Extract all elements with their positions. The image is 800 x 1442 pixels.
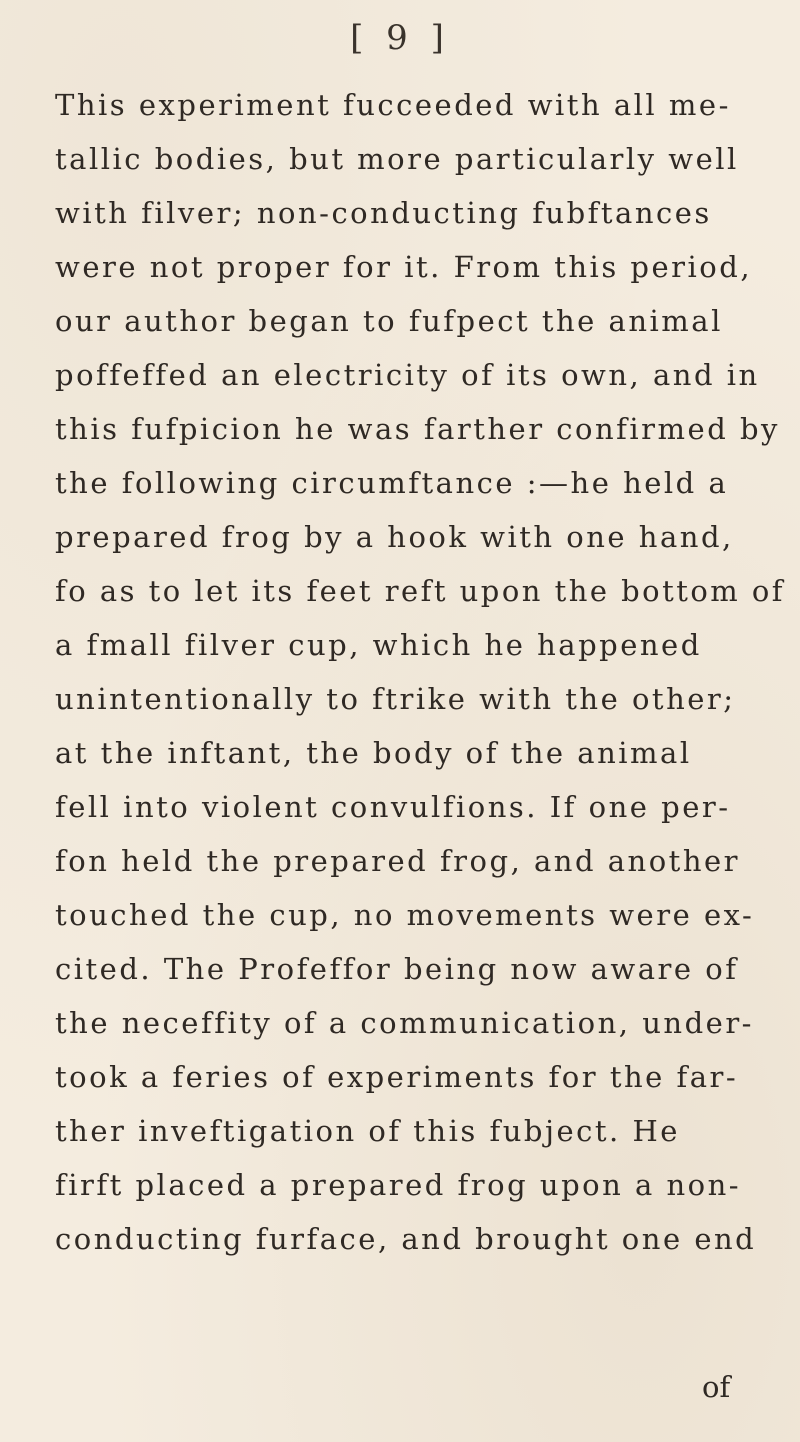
text-line: tallic bodies, but more particularly well [55, 142, 739, 176]
text-line: conducting furface, and brought one end [55, 1222, 757, 1256]
text-line: a fmall filver cup, which he happened [55, 628, 702, 662]
text-line: the neceffity of a communication, under- [55, 1006, 754, 1040]
text-line: cited. The Profeffor being now aware of [55, 952, 739, 986]
text-line: This experiment fucceeded with all me- [55, 88, 731, 122]
text-line: this fufpicion he was farther confirmed by [55, 412, 780, 446]
text-line: touched the cup, no movements were ex- [55, 898, 755, 932]
text-line: with filver; non-conducting fubftances [55, 196, 712, 230]
text-line: poffeffed an electricity of its own, and in [55, 358, 760, 392]
text-line: unintentionally to ftrike with the other; [55, 682, 736, 716]
text-line: fo as to let its feet reft upon the bottom of [55, 574, 785, 608]
text-line: fon held the prepared frog, and another [55, 844, 741, 878]
text-line: at the inftant, the body of the animal [55, 736, 692, 770]
text-line: our author began to fufpect the animal [55, 304, 723, 338]
text-line: fell into violent convulfions. If one per- [55, 790, 731, 824]
text-line: firft placed a prepared frog upon a non- [55, 1168, 742, 1202]
catchword: of [702, 1370, 731, 1404]
text-line: prepared frog by a hook with one hand, [55, 520, 734, 554]
text-line: the following circumftance :—he held a [55, 466, 729, 500]
page-number: [ 9 ] [350, 18, 450, 58]
text-line: took a feries of experiments for the far- [55, 1060, 739, 1094]
text-line: were not proper for it. From this period, [55, 250, 753, 284]
text-line: ther inveftigation of this fubject. He [55, 1114, 680, 1148]
